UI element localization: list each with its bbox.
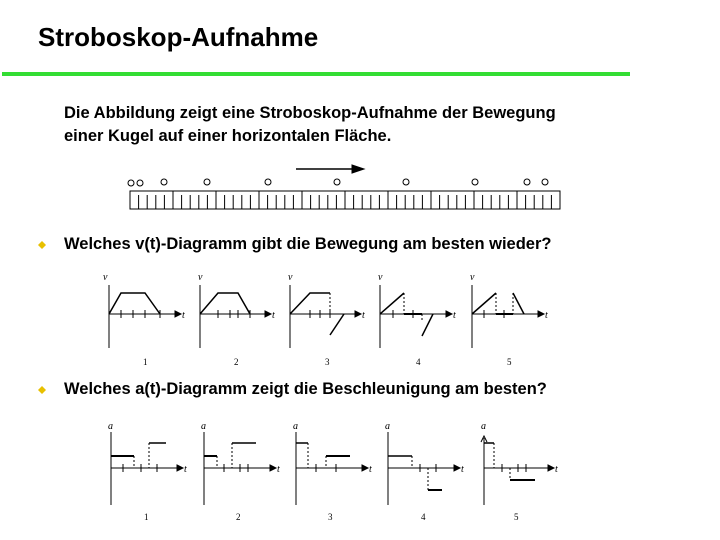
diamond-bullet-icon bbox=[38, 241, 46, 249]
a-axis-label-5: a bbox=[481, 421, 486, 432]
v-option-number-4: 4 bbox=[416, 357, 421, 367]
intro-line-1: Die Abbildung zeigt eine Stroboskop-Aufnahme der Bewegung bbox=[64, 104, 556, 122]
t-axis-label-2: t bbox=[272, 310, 275, 321]
a-diagram-5 bbox=[481, 436, 554, 505]
t-axis-label-a3: t bbox=[369, 464, 372, 475]
t-axis-label-4: t bbox=[453, 310, 456, 321]
title-underline bbox=[2, 72, 630, 76]
a-diagram-4 bbox=[388, 432, 460, 505]
v-diagram-4 bbox=[380, 285, 452, 348]
ball bbox=[524, 179, 530, 185]
v-option-number-2: 2 bbox=[234, 357, 239, 367]
ball bbox=[472, 179, 478, 185]
a-axis-label-2: a bbox=[201, 421, 206, 432]
a-option-number-2: 2 bbox=[236, 512, 241, 522]
measuring-scale bbox=[130, 191, 560, 209]
question-v-diagram bbox=[38, 235, 551, 254]
motion-arrow bbox=[296, 165, 364, 173]
a-axis-label-3: a bbox=[293, 421, 298, 432]
t-axis-label-1: t bbox=[182, 310, 185, 321]
question-a-diagram bbox=[38, 380, 547, 399]
question-a-text: Welches a(t)-Diagramm zeigt die Beschleunigung am besten? bbox=[64, 380, 547, 398]
question-v-text: Welches v(t)-Diagramm gibt die Bewegung am besten wieder? bbox=[64, 235, 552, 253]
v-option-number-3: 3 bbox=[325, 357, 330, 367]
a-option-number-3: 3 bbox=[328, 512, 333, 522]
v-axis-label-2: v bbox=[198, 272, 203, 283]
v-axis-label-5: v bbox=[470, 272, 475, 283]
t-axis-label-a2: t bbox=[277, 464, 280, 475]
v-axis-label-3: v bbox=[288, 272, 293, 283]
intro-text bbox=[64, 102, 684, 148]
a-option-number-1: 1 bbox=[144, 512, 149, 522]
v-option-number-5: 5 bbox=[507, 357, 512, 367]
t-axis-label-a1: t bbox=[184, 464, 187, 475]
ball bbox=[403, 179, 409, 185]
a-axis-label-4: a bbox=[385, 421, 390, 432]
a-diagram-3 bbox=[296, 432, 368, 505]
v-diagram-3 bbox=[290, 285, 361, 348]
v-diagram-5 bbox=[472, 285, 544, 348]
ball bbox=[204, 179, 210, 185]
ball bbox=[334, 179, 340, 185]
diamond-bullet-icon bbox=[38, 386, 46, 394]
v-option-number-1: 1 bbox=[143, 357, 148, 367]
a-option-number-4: 4 bbox=[421, 512, 426, 522]
a-option-number-5: 5 bbox=[514, 512, 519, 522]
t-axis-label-5: t bbox=[545, 310, 548, 321]
ball bbox=[128, 180, 134, 186]
ball bbox=[137, 180, 143, 186]
intro-line-2: einer Kugel auf einer horizontalen Fläche. bbox=[64, 127, 392, 145]
t-axis-label-a5: t bbox=[555, 464, 558, 475]
v-diagram-2 bbox=[200, 285, 271, 348]
a-diagram-1 bbox=[111, 432, 183, 505]
ball bbox=[161, 179, 167, 185]
ball-positions bbox=[128, 179, 548, 186]
v-diagram-1 bbox=[109, 285, 181, 348]
page-title: Stroboskop-Aufnahme bbox=[38, 22, 319, 52]
ball bbox=[265, 179, 271, 185]
v-axis-label-1: v bbox=[103, 272, 108, 283]
v-axis-label-4: v bbox=[378, 272, 383, 283]
ball bbox=[542, 179, 548, 185]
t-axis-label-a4: t bbox=[461, 464, 464, 475]
t-axis-label-3: t bbox=[362, 310, 365, 321]
a-axis-label-1: a bbox=[108, 421, 113, 432]
a-diagram-2 bbox=[204, 432, 276, 505]
